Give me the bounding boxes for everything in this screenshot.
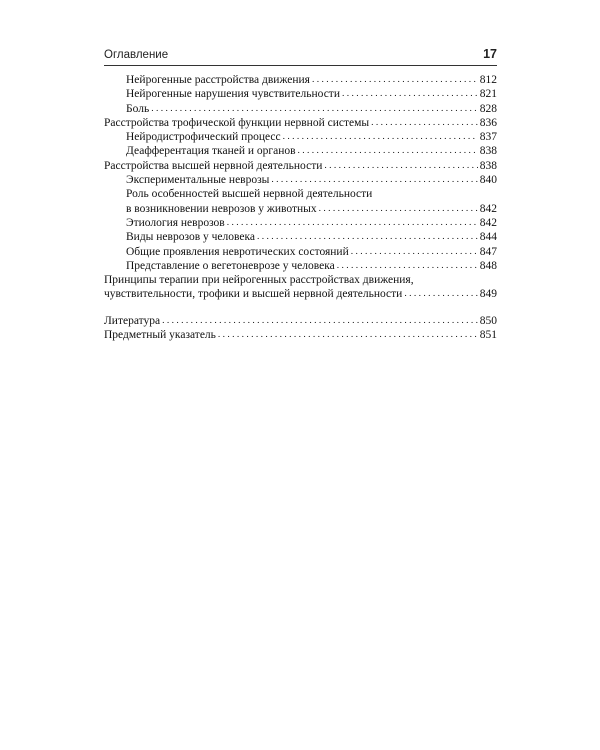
toc-entry-page: 847	[479, 245, 497, 258]
toc-entry-page: 837	[479, 131, 497, 144]
toc-leader-dots	[283, 130, 478, 144]
toc-leader-dots	[337, 259, 478, 273]
toc-entry[interactable]	[104, 173, 497, 187]
toc-entry-page: 840	[479, 174, 497, 187]
toc-entry-label: чувствительности, трофики и высшей нервной деятельности	[104, 288, 403, 301]
page-number: 17	[483, 47, 497, 61]
toc-entry-label: Предметный указатель	[104, 329, 216, 342]
toc-entry[interactable]	[104, 216, 497, 230]
toc-entry-page: 842	[479, 216, 497, 229]
toc-leader-dots	[257, 230, 478, 244]
toc-entry-label: Виды неврозов у человека	[126, 231, 255, 244]
toc-leader-dots	[342, 87, 478, 101]
table-of-contents	[104, 73, 497, 342]
toc-entry-label: Литература	[104, 314, 161, 327]
toc-entry[interactable]	[104, 116, 497, 130]
toc-entry[interactable]	[104, 73, 497, 87]
toc-entry-page: 844	[479, 231, 497, 244]
toc-entry-page: 821	[479, 88, 497, 101]
toc-entry-label: Расстройства трофической функции нервной системы	[104, 116, 370, 129]
toc-entry[interactable]	[104, 87, 497, 101]
toc-leader-dots	[404, 287, 477, 301]
toc-entry-label-line1[interactable]: Принципы терапии при нейрогенных расстройствах движения,	[104, 274, 414, 287]
header-rule	[104, 65, 497, 66]
toc-entry-label: в возникновении неврозов у животных	[126, 202, 317, 215]
toc-entry-label: Деафферентация тканей и органов	[126, 145, 296, 158]
toc-entry[interactable]	[104, 102, 497, 116]
toc-leader-dots	[319, 202, 478, 216]
toc-entry-literature[interactable]	[104, 314, 497, 328]
toc-entry-page: 851	[479, 329, 497, 342]
toc-leader-dots	[218, 328, 478, 342]
toc-leader-dots	[151, 102, 478, 116]
toc-entry-label: Боль	[126, 102, 150, 115]
toc-leader-dots	[271, 173, 477, 187]
toc-entry-label: Нейродистрофический процесс	[126, 131, 281, 144]
toc-entry-page: 828	[479, 102, 497, 115]
toc-entry-page: 849	[479, 288, 497, 301]
toc-leader-dots	[162, 314, 478, 328]
toc-entry[interactable]	[104, 130, 497, 144]
toc-entry[interactable]	[104, 159, 497, 173]
toc-entry-page: 850	[479, 314, 497, 327]
toc-entry-subject-index[interactable]	[104, 328, 497, 342]
toc-leader-dots	[371, 116, 478, 130]
toc-entry-label: Нейрогенные расстройства движения	[126, 74, 310, 86]
toc-entry[interactable]	[104, 230, 497, 244]
toc-entry[interactable]	[104, 287, 497, 301]
toc-entry[interactable]	[104, 144, 497, 158]
toc-entry[interactable]	[104, 259, 497, 273]
toc-leader-dots	[324, 159, 477, 173]
toc-leader-dots	[312, 73, 478, 87]
toc-entry-page: 812	[479, 74, 497, 86]
toc-entry-label: Этиология неврозов	[126, 216, 225, 229]
section-spacer	[104, 302, 497, 314]
toc-entry-page: 848	[479, 259, 497, 272]
running-header-title: Оглавление	[104, 49, 169, 61]
toc-entry-page: 836	[479, 116, 497, 129]
toc-entry-label: Представление о вегетоневрозе у человека	[126, 259, 335, 272]
toc-leader-dots	[227, 216, 478, 230]
toc-entry[interactable]	[104, 245, 497, 259]
toc-entry-page: 842	[479, 202, 497, 215]
running-header	[104, 47, 497, 65]
toc-entry[interactable]	[104, 202, 497, 216]
toc-entry-label: Экспериментальные неврозы	[126, 174, 270, 187]
toc-entry-label-line1[interactable]: Роль особенностей высшей нервной деятельности	[126, 188, 373, 201]
toc-entry-page: 838	[479, 159, 497, 172]
toc-entry-label: Общие проявления невротических состояний	[126, 245, 349, 258]
toc-leader-dots	[351, 245, 478, 259]
toc-entry-page: 838	[479, 145, 497, 158]
toc-entry-label: Расстройства высшей нервной деятельности	[104, 159, 323, 172]
toc-leader-dots	[298, 144, 478, 158]
toc-entry-label: Нейрогенные нарушения чувствительности	[126, 88, 340, 101]
